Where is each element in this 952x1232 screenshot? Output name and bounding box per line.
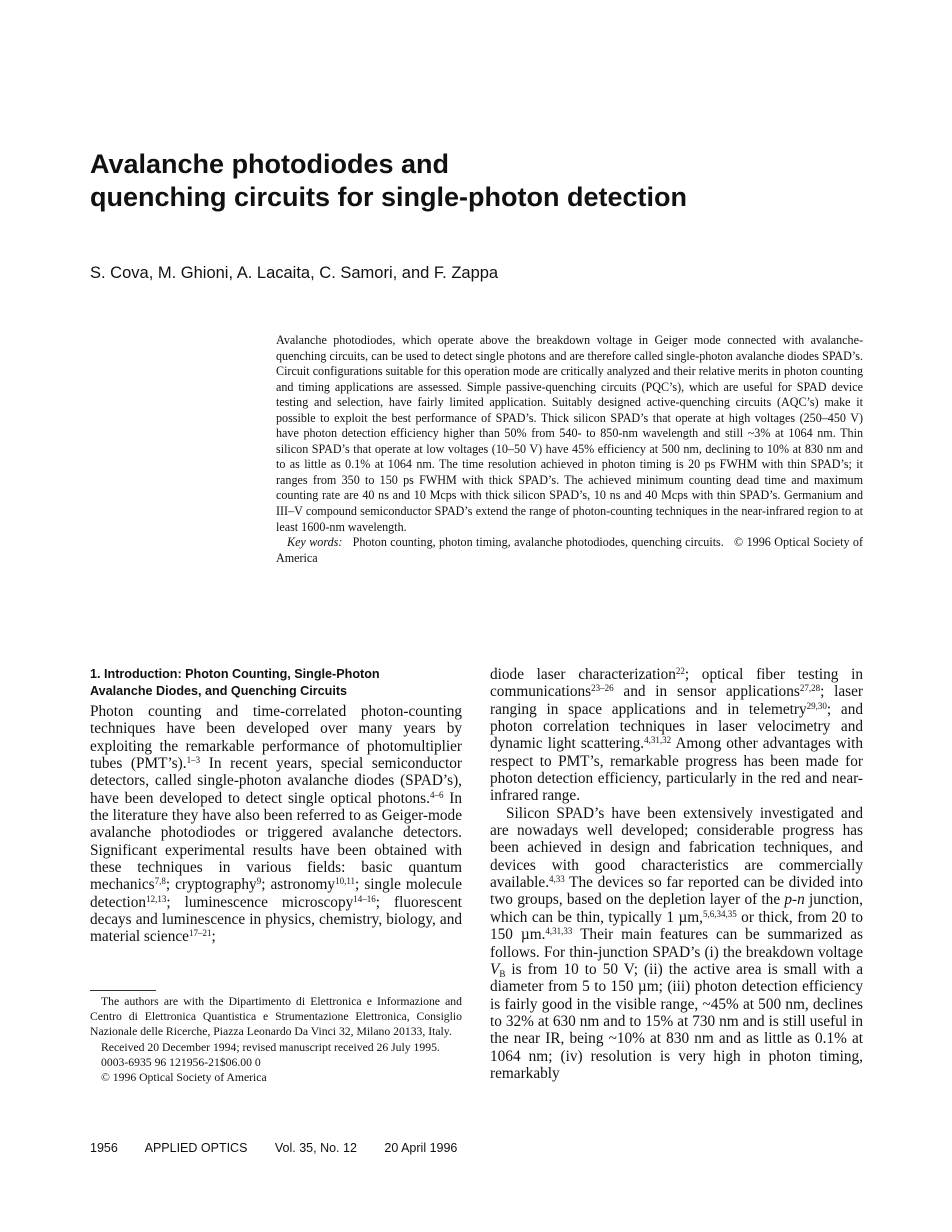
right-column: [490, 666, 863, 1082]
section-heading: [90, 666, 462, 700]
title-line-1: Avalanche photodiodes and: [90, 149, 450, 179]
citation-ref: 7,8: [154, 876, 166, 887]
keywords-line: [276, 535, 863, 566]
silicon-spad-paragraph: [490, 805, 863, 1083]
keywords-text: Photon counting, photon timing, avalanche photodiodes, quenching circuits.: [352, 535, 724, 550]
footnote-received: Received 20 December 1994; revised manuscript received 26 July 1995.: [101, 1040, 440, 1054]
footnote-copyright: © 1996 Optical Society of America: [101, 1071, 267, 1085]
citation-ref: 10,11: [335, 876, 356, 887]
journal-name: APPLIED OPTICS: [144, 1141, 248, 1155]
citation-ref: 12,13: [146, 893, 167, 904]
body-text-run: In recent years, special semiconductor detectors, called single-photon avalanche diodes (SPAD’s), have been developed to detect single optical photons.: [90, 755, 462, 807]
breakdown-voltage-symbol: V: [490, 960, 500, 978]
citation-ref: 4,33: [549, 874, 565, 885]
keywords-label: Key words:: [287, 535, 343, 550]
body-text-run: Silicon SPAD’s have been extensively investigated and are nowadays well developed; considerable progress has been achieved in design and fabrication techniques, and devices with good characteristics are commercially available.: [490, 804, 863, 892]
article-title: [90, 148, 870, 214]
body-text-run: Among other advantages with respect to PMT’s, remarkable progress has been made for photon detection efficiency, particularly in the red and near-infrared range.: [490, 735, 863, 805]
citation-ref: 9: [256, 876, 262, 887]
footnote-rule: [90, 990, 156, 991]
abstract-copyright: © 1996 Optical Society of America: [276, 535, 863, 565]
citation-ref: 5,6,34,35: [702, 908, 737, 919]
body-text-run: In the literature they have also been referred to as Geiger-mode avalanche photodiodes or triggered avalanche detectors. Significant experimental results have been obtained with these techniques in various fields: basic quantum mechanics: [90, 789, 462, 894]
citation-ref: 29,30: [806, 700, 827, 711]
left-column: [90, 666, 462, 946]
body-text-run: ; fluorescent decays and luminescence in physics, chemistry, biology, and material science: [90, 893, 463, 946]
body-text-run: junction, which can be thin, typically 1 µm,: [490, 891, 863, 926]
body-text-run: ;: [211, 928, 216, 946]
citation-ref: 14–16: [353, 893, 376, 904]
body-text-run: ; luminescence microscopy: [166, 893, 354, 911]
author-list: S. Cova, M. Ghioni, A. Lacaita, C. Samori, and F. Zappa: [90, 264, 499, 282]
body-text-run: ; laser ranging in space applications and in telemetry: [490, 683, 863, 718]
breakdown-voltage-subscript: B: [499, 968, 506, 979]
body-text-run: or thick, from 20 to 150 µm.: [490, 908, 863, 944]
intro-paragraph: [90, 703, 462, 946]
footnote-affiliation: The authors are with the Dipartimento di Elettronica e Informazione and Centro di Elettronica Quantistica e Strumentazione Elettronica, Consiglio Nazionale delle Ricerche, Piazza Leonardo Da Vinci 32, Milano 20133, Italy.: [90, 995, 462, 1039]
issue-date: 20 April 1996: [384, 1141, 458, 1155]
citation-ref: 17–21: [188, 928, 212, 939]
page-footer: [90, 1140, 457, 1156]
abstract: [276, 333, 863, 566]
footnote-code: 0003-6935 96 121956-21$06.00 0: [101, 1055, 261, 1069]
citation-ref: 27,28: [799, 683, 821, 694]
body-text-run: diode laser characterization: [490, 666, 676, 683]
page-number: 1956: [90, 1141, 118, 1155]
journal-volume: Vol. 35, No. 12: [274, 1141, 357, 1155]
citation-ref: 1–3: [186, 755, 201, 766]
continued-paragraph: [490, 666, 863, 805]
citation-ref: 23–26: [591, 683, 614, 694]
citation-ref: 4–6: [429, 789, 444, 800]
citation-ref: 4,31,32: [644, 735, 672, 746]
footnote: [90, 994, 462, 1085]
body-text-run: ; optical fiber testing in communications: [490, 666, 863, 701]
section-heading-line-2: Avalanche Diodes, and Quenching Circuits: [90, 684, 348, 698]
body-text-run: The devices so far reported can be divided into two groups, based on the depletion layer of the: [490, 874, 863, 909]
body-text-run: ; single molecule detection: [90, 876, 462, 911]
body-text-run: and in sensor applications: [613, 683, 800, 701]
abstract-text: Avalanche photodiodes, which operate above the breakdown voltage in Geiger mode connected with avalanche-quenching circuits, can be used to detect single photons and are therefore called single-photon avalanche diodes SPAD’s. Circuit configurations suitable for this operation mode are critically analyzed and their relative merits in photon counting and timing applications are assessed. Simple passive-quenching circuits (PQC’s), which are useful for SPAD device testing and selection, have fairly limited application. Suitably designed active-quenching circuits (AQC’s) make it possible to exploit the best performance of SPAD’s. Thick silicon SPAD’s that operate at high voltages (250–450 V) have photon detection efficiency higher than 50% from 540- to 850-nm wavelength and still ~3% at 1064 nm. Thin silicon SPAD’s that operate at low voltages (10–50 V) have 45% efficiency at 500 nm, declining to 10% at 830 nm and to as little as 0.1% at 1064 nm. The time resolution achieved in photon timing is 20 ps FWHM with thin SPAD’s; it ranges from 350 to 150 ps FWHM with thick SPAD’s. The achieved minimum counting dead time and maximum counting rate are 40 ns and 10 Mcps with thick silicon SPAD’s, 10 ns and 40 Mcps with thin SPAD’s. Germanium and III–V compound semiconductor SPAD’s extend the range of photon-counting techniques in the near-infrared region to at least 1600-nm wavelength.: [276, 333, 863, 534]
body-text-run: ; cryptography: [165, 876, 257, 894]
citation-ref: 4,31,33: [545, 926, 573, 937]
body-text-run: Photon counting and time-correlated photon-counting techniques have been developed over many years by exploiting the remarkable performance of photomultiplier tubes (PMT’s).: [90, 703, 462, 773]
body-text-run: Their main features can be summarized as follows. For thin-junction SPAD’s (i) the breakdown voltage: [490, 926, 863, 961]
section-heading-line-1: 1. Introduction: Photon Counting, Single-Photon: [90, 667, 380, 681]
body-text-run: ; astronomy: [261, 876, 336, 894]
citation-ref: 22: [675, 666, 685, 676]
pn-junction-term: p-n: [784, 891, 805, 909]
title-line-2: quenching circuits for single-photon detection: [90, 182, 688, 212]
body-text-run: is from 10 to 50 V; (ii) the active area is small with a diameter from 5 to 150 µm; (iii) photon detection efficiency is fairly good in the visible range, ~45% at 500 nm, declines to 32% at 630 nm and to 15% at 730 nm and is still useful in the near IR, being ~10% at 830 nm and as little as 0.1% at 1064 nm; (iv) resolution is very high in photon timing, remarkably: [490, 960, 863, 1082]
body-text-run: ; and photon correlation techniques in laser velocimetry and dynamic light scattering.: [490, 700, 863, 753]
